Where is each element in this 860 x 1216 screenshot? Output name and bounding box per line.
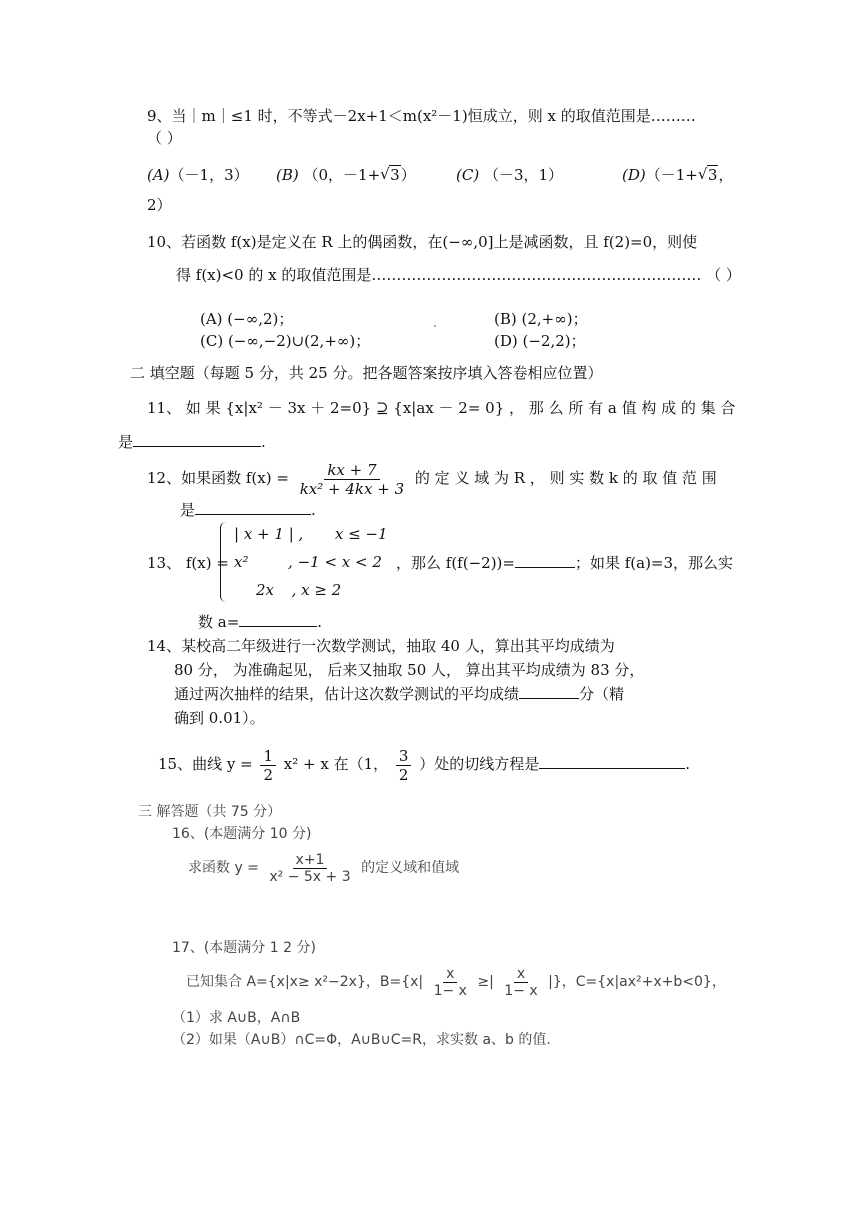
q10-opt-a bbox=[200, 309, 293, 329]
q14-text-1: 14、某校高二年级进行一次数学测试，抽取 40 人，算出其平均成绩为 bbox=[147, 637, 615, 655]
q14-line3-pre: 通过两次抽样的结果，估计这次数学测试的平均成绩 bbox=[174, 685, 520, 703]
q17-part1 bbox=[172, 1008, 300, 1028]
q9-opt-d-label: (D) bbox=[622, 166, 646, 184]
q12-answer-blank bbox=[195, 500, 311, 515]
q10-line1 bbox=[147, 232, 697, 252]
section-3-text: 三 解答题（共 75 分） bbox=[138, 804, 282, 820]
q9-option-d bbox=[622, 165, 733, 185]
q16-body bbox=[188, 846, 459, 890]
q13-case-2 bbox=[234, 553, 382, 571]
q17-set-mid: ≥| bbox=[477, 974, 494, 990]
q15-f2-num: 3 bbox=[396, 747, 412, 766]
q9-option-b bbox=[276, 165, 416, 185]
q16-heading bbox=[172, 824, 311, 844]
q9-opt-d-sqrt bbox=[698, 165, 719, 185]
q15-answer-blank bbox=[539, 754, 685, 769]
q9-bracket bbox=[147, 128, 182, 148]
q17-part1-text: （1）求 A∪B，A∩B bbox=[172, 1010, 301, 1026]
q14-line4 bbox=[174, 706, 265, 730]
q9-opt-d-cont: 2） bbox=[147, 196, 172, 214]
q17-fraction-1 bbox=[431, 966, 470, 999]
q10-opt-c bbox=[200, 331, 370, 351]
q15-line bbox=[158, 742, 690, 786]
section-2-text: 二 填空题（每题 5 分，共 25 分。把各题答案按序填入答卷相应位置） bbox=[130, 364, 603, 382]
q13-mid2-text: ；如果 f(a)=3，那么实 bbox=[574, 554, 734, 572]
q13-answer-blank-2 bbox=[239, 612, 317, 627]
q9-opt-c: （－3，1） bbox=[483, 166, 564, 184]
q9-opt-b-post: ） bbox=[400, 166, 416, 184]
q12-line1 bbox=[147, 456, 717, 500]
q9-opt-b-sqrt bbox=[380, 165, 401, 185]
q16-head-text: 16、(本题满分 10 分) bbox=[172, 826, 312, 842]
q11-line2 bbox=[118, 432, 266, 452]
q11-post: . bbox=[261, 433, 266, 451]
q10-opt-d bbox=[494, 331, 586, 351]
q15-fraction-1 bbox=[260, 747, 276, 784]
q10-line2 bbox=[176, 265, 741, 285]
q16-num: x+1 bbox=[293, 852, 328, 869]
q13-line2-post: . bbox=[317, 613, 323, 631]
q13-case-1 bbox=[234, 525, 388, 543]
q9-opt-d-post: ， bbox=[718, 166, 734, 184]
q15-f2-den: 2 bbox=[398, 765, 409, 784]
q10-opt-c-text: (C) (−∞,−2)∪(2,+∞)； bbox=[200, 332, 371, 350]
q13-case3-cond: , x ≥ 2 bbox=[291, 581, 342, 599]
q13-case3-expr: 2x bbox=[256, 581, 275, 599]
q11-line1 bbox=[147, 398, 735, 418]
q14-line3-post: 分（精 bbox=[579, 685, 625, 703]
q17-part2-text: （2）如果（A∪B）∩C=Φ，A∪B∪C=R，求实数 a、b 的值. bbox=[172, 1032, 551, 1048]
q12-line2-post: . bbox=[311, 501, 316, 519]
q14-text-4: 确到 0.01）。 bbox=[174, 709, 265, 727]
q10-text-2: 得 f(x)<0 的 x 的取值范围是………………………………………………………… （ ） bbox=[176, 266, 741, 284]
q17-part2 bbox=[172, 1030, 551, 1050]
q9-opt-b-rad: 3 bbox=[390, 166, 400, 184]
q10-opt-a-text: (A) (−∞,2)； bbox=[200, 310, 294, 328]
q17-sets bbox=[186, 960, 726, 1004]
q15-post: ）处的切线方程是 bbox=[419, 755, 540, 773]
q17-f2-num: x bbox=[514, 966, 528, 983]
q13-mid-text: ，那么 f(f(−2))= bbox=[396, 554, 515, 572]
q10-text-1: 10、若函数 f(x)是定义在 R 上的偶函数，在(−∞,0]上是减函数，且 f(2)=0，则使 bbox=[147, 233, 698, 251]
q12-num: kx + 7 bbox=[324, 461, 379, 480]
q13-pre bbox=[147, 553, 229, 573]
q13-mid bbox=[396, 553, 733, 573]
q14-line3 bbox=[174, 682, 624, 706]
q9-opt-b-label: (B) bbox=[276, 166, 299, 184]
q17-f2-den: 1− x bbox=[504, 982, 538, 999]
q9-text: 9、当｜m｜≤1 时，不等式－2x+1＜m(x²－1)恒成立，则 x 的取值范围是……… bbox=[147, 107, 696, 125]
q14-line2 bbox=[174, 658, 644, 682]
q12-post: 的 定 义 域 为 R ， 则 实 数 k 的 取 值 范 围 bbox=[414, 469, 717, 487]
q17-head-text: 17、(本题满分 1 2 分) bbox=[172, 940, 316, 956]
q15-pre: 15、曲线 y = bbox=[158, 755, 253, 773]
q15-fraction-2 bbox=[396, 747, 412, 784]
q11-answer-blank bbox=[133, 432, 261, 447]
scan-speck bbox=[434, 325, 436, 327]
q11-text-1: 11、 如 果 {x|x² － 3x ＋ 2=0} ⊇ {x|ax － 2= 0} ， 那 么 所 有 a 值 构 成 的 集 合 bbox=[147, 399, 736, 417]
section-3-heading bbox=[138, 802, 281, 822]
q16-pre: 求函数 y = bbox=[188, 860, 259, 876]
q15-end: . bbox=[685, 755, 691, 773]
q9-opt-a-label: (A) bbox=[147, 166, 170, 184]
q17-f1-num: x bbox=[443, 966, 457, 983]
q16-fraction bbox=[266, 852, 353, 885]
q9-opt-d-rad: 3 bbox=[707, 166, 718, 184]
q15-mid: x² + x 在（1， bbox=[283, 755, 389, 773]
q13-case-3 bbox=[256, 581, 341, 599]
q13-case2-expr: x² bbox=[234, 553, 249, 571]
q10-opt-d-text: (D) (−2,2)； bbox=[494, 332, 586, 350]
q14-text-2: 80 分， 为准确起见， 后来又抽取 50 人， 算出其平均成绩为 83 分， bbox=[174, 661, 645, 679]
q14-line1 bbox=[147, 634, 615, 658]
q12-line2-pre: 是 bbox=[180, 501, 196, 519]
q12-den: kx² + 4kx + 3 bbox=[299, 479, 405, 498]
section-2-heading bbox=[130, 363, 602, 383]
q17-set-post: |}，C={x|ax²+x+b<0}， bbox=[548, 974, 726, 990]
q15-f1-num: 1 bbox=[260, 747, 276, 766]
q13-case2-cond: , −1 < x < 2 bbox=[288, 553, 382, 571]
q15-f1-den: 2 bbox=[263, 765, 273, 784]
q13-line2-pre: 数 a= bbox=[198, 613, 240, 631]
q10-opt-b bbox=[494, 309, 588, 329]
q17-set-pre: 已知集合 A={x|x≥ x²−2x}，B={x| bbox=[186, 974, 424, 990]
q14-answer-blank bbox=[519, 684, 579, 699]
q9-opt-a: （－1，3） bbox=[169, 166, 249, 184]
q13-pre-text: 13、 f(x) = bbox=[147, 554, 229, 572]
q13-brace bbox=[220, 522, 231, 602]
q12-line2 bbox=[180, 500, 316, 520]
q9-option-d-cont bbox=[147, 195, 172, 215]
q11-pre: 是 bbox=[118, 433, 134, 451]
q9-option-c bbox=[456, 165, 563, 185]
q9-bracket-text: （ ） bbox=[147, 129, 182, 147]
q12-pre: 12、如果函数 f(x) = bbox=[147, 469, 289, 487]
q12-fraction bbox=[297, 461, 407, 498]
q9-opt-d-pre: （－1+ bbox=[645, 166, 698, 184]
q10-opt-b-text: (B) (2,+∞)； bbox=[494, 310, 588, 328]
q13-case1-expr: | x + 1 | , bbox=[234, 525, 304, 543]
q13-answer-blank-1 bbox=[515, 553, 575, 568]
q16-post: 的定义域和值域 bbox=[361, 860, 460, 876]
q9-opt-b-pre: （0，－1+ bbox=[303, 166, 381, 184]
q13-line2 bbox=[198, 612, 322, 632]
q9-stem bbox=[147, 106, 696, 126]
q9-options bbox=[147, 165, 249, 185]
q17-f1-den: 1− x bbox=[433, 982, 467, 999]
q17-heading bbox=[172, 938, 316, 958]
q17-fraction-2 bbox=[501, 966, 540, 999]
q16-den: x² − 5x + 3 bbox=[269, 868, 351, 885]
q13-case1-cond: x ≤ −1 bbox=[334, 525, 388, 543]
q9-opt-c-label: (C) bbox=[456, 166, 480, 184]
